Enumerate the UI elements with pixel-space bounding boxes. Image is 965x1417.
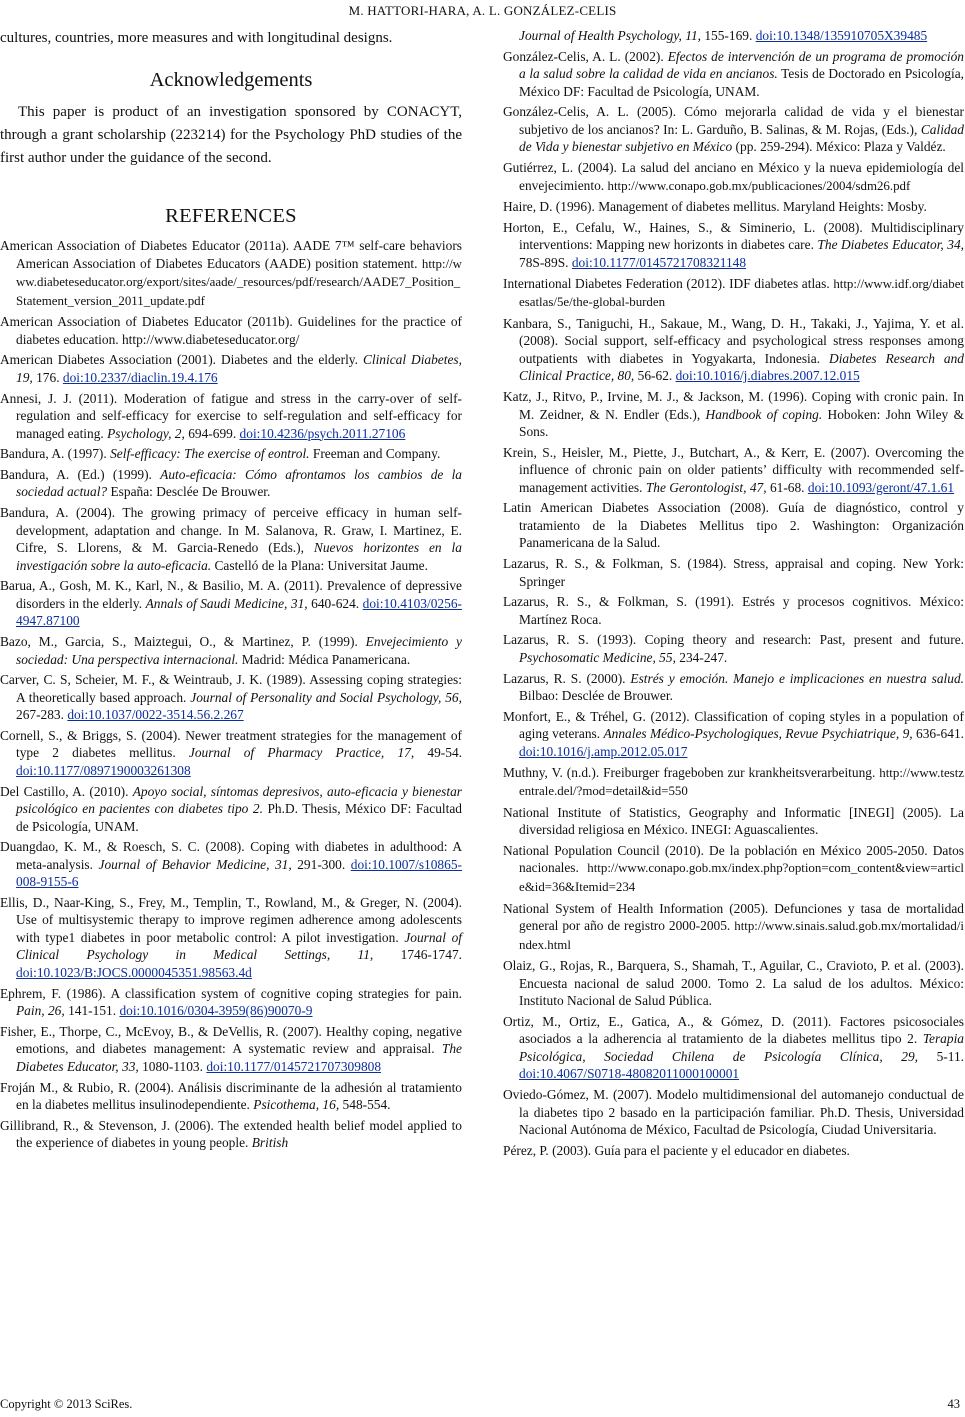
reference-text: Del Castillo, A. (2010). — [0, 783, 129, 799]
reference-entry — [0, 577, 462, 630]
reference-entry — [0, 1117, 462, 1152]
reference-text: Pérez, P. (2003). Guía para el paciente y el educador en diabetes. — [503, 1142, 850, 1158]
reference-entry — [503, 593, 964, 628]
references-list-right — [503, 27, 964, 1159]
reference-text: Monfort, E., & Tréhel, G. (2012). Classification of coping styles in a population of aging veterans. — [503, 708, 964, 742]
reference-source: Calidad de Vida y bienestar subjetivo en México — [519, 121, 964, 155]
reference-source: Envejecimiento y sociedad: Una perspectiva internacional. — [16, 634, 462, 667]
left-column — [0, 27, 462, 1155]
reference-entry — [503, 198, 964, 216]
reference-url[interactable]: http://www.testzentrale.del/?mod=detail&id=550 — [519, 765, 964, 798]
doi-link[interactable]: doi:10.1023/B:JOCS.0000045351.98563.4d — [16, 964, 252, 980]
reference-entry — [503, 804, 964, 839]
reference-details: (pp. 259-294). México: Plaza y Valdéz. — [735, 139, 946, 155]
reference-entry — [503, 842, 964, 897]
reference-source: Psychology, 2, — [107, 425, 185, 441]
reference-source: Terapia Psicológica, Sociedad Chilena de Psicología Clínica, 29, — [519, 1031, 964, 1064]
reference-details: Ph.D. Thesis, México DF: Facultad de Psicología, UNAM. — [16, 801, 462, 834]
reference-text: González-Celis, A. L. (2005). Cómo mejorarla calidad de vida y el bienestar subjetivo de los ancianos? In: L. Garduño, B. Salinas, & M. Rojas, (Eds.), — [503, 104, 964, 137]
reference-text: National Institute of Statistics, Geography and Informatic [INEGI] (2005). La diversidad religiosa en México. INEGI: Aguascalientes. — [503, 804, 964, 838]
reference-text: Gillibrand, R., & Stevenson, J. (2006). The extended health belief model applied to the experience of diabetes in young people. — [0, 1117, 462, 1151]
reference-url[interactable]: http://www.idf.org/diabetesatlas/5e/the-global-burden — [519, 276, 964, 310]
reference-entry — [503, 159, 964, 195]
reference-url[interactable]: http://www.conapo.gob.mx/index.php?option=com_content&view=article&id=36&Itemid=234 — [519, 861, 964, 894]
reference-entry — [503, 957, 964, 1010]
reference-details: 141-151. — [68, 1003, 117, 1019]
doi-link[interactable]: doi:10.1016/j.diabres.2007.12.015 — [675, 368, 860, 384]
reference-details: Madrid: Médica Panamericana. — [241, 651, 411, 667]
reference-source: Self-efficacy: The exercise of eontrol. — [110, 446, 310, 462]
intro-paragraph: cultures, countries, more measures and with longitudinal designs. — [0, 30, 393, 46]
reference-entry — [503, 103, 964, 156]
doi-link[interactable]: doi:10.4236/psych.2011.27106 — [239, 425, 406, 441]
reference-entry — [503, 1013, 964, 1083]
reference-text: Bandura, A. (1997). — [0, 446, 107, 462]
reference-entry — [0, 351, 462, 386]
reference-details: 636-641. — [916, 726, 964, 742]
reference-entry — [0, 985, 462, 1020]
reference-text: Katz, J., Ritvo, P., Irvine, M. J., & Jackson, M. (1996). Coping with cronic pain. In M. Zeidner, & N. Endler (Eds.), — [503, 389, 964, 422]
reference-text: Barua, A., Gosh, M. K., Karl, N., & Basilio, M. A. (2011). Prevalence of depressive disorders in the elderly. — [0, 578, 462, 611]
reference-entry — [0, 1079, 462, 1114]
reference-source: Annales Médico-Psychologiques, Revue Psychiatrique, 9, — [603, 726, 913, 742]
reference-entry — [503, 219, 964, 272]
reference-text: Lazarus, R. S. (2000). — [503, 670, 626, 686]
reference-url[interactable]: http://www.conapo.gob.mx/publicaciones/2004/sdm26.pdf — [607, 178, 911, 193]
reference-source: Pain, 26, — [16, 1003, 65, 1019]
reference-source: Psicothema, 16, — [253, 1097, 340, 1112]
references-list-left — [0, 237, 462, 1152]
reference-source: Nuevos horizontes en la investigación sobre la auto-eficacia. — [16, 540, 462, 573]
reference-entry — [0, 313, 462, 348]
reference-source: Estrés y emoción. Manejo e implicaciones en nuestra salud. — [630, 670, 964, 686]
references-heading: REFERENCES — [165, 205, 297, 227]
reference-text: Froján M., & Rubio, R. (2004). Análisis discriminante de la adhesión al tratamiento en la diabetes mellitus insulinodependiente. — [0, 1079, 462, 1112]
reference-text: Krein, S., Heisler, M., Piette, J., Butchart, A., & Kerr, E. (2007). Overcoming the influence of chronic pain on older patients’ difficulty with recommended self-management activities. — [503, 444, 964, 495]
reference-source: The Diabetes Educator, 33, — [16, 1041, 462, 1074]
reference-entry — [0, 838, 462, 891]
reference-entry — [503, 555, 964, 590]
reference-details: 640-624. — [311, 595, 360, 611]
reference-source: Journal of Personality and Social Psychology, 56, — [190, 689, 462, 705]
reference-text: Lazarus, R. S., & Folkman, S. (1991). Estrés y procesos cognitivos. México: Martínez Roca. — [503, 594, 964, 627]
reference-details: Castelló de la Plana: Universitat Jaume. — [214, 557, 428, 573]
reference-source: Annals of Saudi Medicine, 31, — [145, 595, 308, 611]
reference-text: Ephrem, F. (1986). A classification system of cognitive coping strategies for pain. — [0, 985, 462, 1001]
reference-source: The Gerontologist, 47, — [645, 479, 767, 495]
reference-source: British — [251, 1135, 289, 1151]
reference-text: Oviedo-Gómez, M. (2007). Modelo multidimensional del automanejo conductual de la diabetes tipo 2 basado en la participación familiar. Ph.D. Thesis, Universidad Nacional Autónoma de México, Facultad de Psicología, Ciudad Universitaria. — [503, 1087, 964, 1138]
reference-text: Annesi, J. J. (2011). Moderation of fatigue and stress in the carry-over of self-regulation and self-efficacy for exercise to self-regulation and self-efficacy for managed eating. — [0, 390, 462, 441]
reference-details: 61-68. — [769, 479, 805, 495]
reference-text: National System of Health Information (2005). Defunciones y tasa de mortalidad general por año de registro 2000-2005. — [503, 900, 964, 934]
reference-text: Fisher, E., Thorpe, C., McEvoy, B., & DeVellis, R. (2007). Healthy coping, negative emotions, and diabetes management: A systematic review and appraisal. — [0, 1023, 462, 1057]
reference-text: American Association of Diabetes Educator (2011a). AADE 7™ self-care behaviors American Association of Diabetes Educators (AADE) position statement. — [0, 238, 462, 271]
reference-details: 56-62. — [637, 368, 673, 384]
reference-entry — [0, 783, 462, 836]
reference-entry — [0, 671, 462, 724]
reference-entry — [0, 466, 462, 501]
reference-url[interactable]: http://www.sinais.salud.gob.mx/mortalidad/index.html — [519, 919, 964, 952]
reference-entry — [503, 1142, 964, 1160]
reference-entry — [503, 275, 964, 312]
reference-entry — [503, 708, 964, 761]
reference-details: 176. — [36, 369, 60, 385]
reference-text: International Diabetes Federation (2012). IDF diabetes atlas. — [503, 275, 830, 291]
reference-source: Journal of Pharmacy Practice, 17, — [188, 745, 415, 761]
reference-details: 694-699. — [188, 425, 237, 441]
reference-source: Apoyo social, síntomas depresivos, auto-eficacia y bienestar psicológico en pacientes con diabetes tipo 2. — [16, 783, 462, 817]
reference-text: Kanbara, S., Taniguchi, H., Sakaue, M., Wang, D. H., Takaki, J., Yajima, Y. et al. (2008). Social support, self-efficacy and psychological stress responses among outpatients with diabetes in Yogyakarta, Indonesia. — [503, 315, 964, 366]
reference-text: American Diabetes Association (2001). Diabetes and the elderly. — [0, 352, 358, 368]
reference-details: 548-554. — [342, 1097, 391, 1112]
reference-text: National Population Council (2010). De la población en México 2005-2050. Datos nacionales. — [503, 842, 964, 876]
acknowledgements-text: This paper is product of an investigation sponsored by CONACYT, through a grant scholarship (223214) for the Psychology PhD studies of the first author under the guidance of the second. — [0, 104, 462, 166]
reference-text: Lazarus, R. S., & Folkman, S. (1984). Stress, appraisal and coping. New York: Springer — [503, 556, 964, 589]
reference-entry — [503, 1086, 964, 1139]
reference-text: Bazo, M., Garcia, S., Maiztegui, O., & Martinez, P. (1999). — [0, 634, 358, 649]
reference-source: Handbook of coping. — [705, 406, 823, 422]
reference-text: Muthny, V. (n.d.). Freiburger frageboben zur krankheitsverarbeitung. — [503, 764, 876, 780]
reference-source: The Diabetes Educator, 34, — [817, 237, 964, 253]
reference-source: Auto-eficacia: Cómo afrontamos los cambios de la sociedad actual? — [16, 466, 462, 500]
reference-details: España: Desclée De Brouwer. — [110, 484, 271, 500]
page-number: 43 — [947, 1397, 960, 1411]
reference-text: American Association of Diabetes Educator (2011b). Guidelines for the practice of diabetes education. http://www.diabeteseducator.org/ — [0, 314, 462, 347]
reference-source: Clinical Diabetes, 19, — [16, 352, 462, 385]
reference-entry — [503, 388, 964, 441]
right-column — [503, 27, 964, 1163]
doi-link[interactable]: doi:10.1016/0304-3959(86)90070-9 — [119, 1003, 313, 1019]
reference-entry — [0, 445, 462, 463]
reference-entry — [0, 390, 462, 443]
reference-details: Hoboken: John Wiley & Sons. — [519, 406, 964, 439]
reference-entry — [0, 727, 462, 780]
acknowledgements-heading: Acknowledgements — [149, 69, 313, 91]
doi-link[interactable]: doi:10.1177/0145721708321148 — [571, 254, 747, 270]
running-header: M. HATTORI-HARA, A. L. GONZÁLEZ-CELIS — [348, 3, 617, 18]
reference-text: Lazarus, R. S. (1993). Coping theory and research: Past, present and future. — [503, 632, 964, 648]
reference-source: Journal of Clinical Psychology in Medical Settings, 11, — [16, 929, 463, 963]
reference-source: Diabetes Research and Clinical Practice, 80, — [519, 350, 964, 384]
reference-entry — [503, 48, 964, 101]
doi-link[interactable]: doi:10.1016/j.amp.2012.05.017 — [519, 743, 688, 759]
reference-details: Tesis de Doctorado en Psicología, México DF: Facultad de Psicología, UNAM. — [519, 66, 964, 99]
doi-link[interactable]: doi:10.1348/135910705X39485 — [755, 28, 928, 43]
reference-text: González-Celis, A. L. (2002). — [503, 48, 664, 64]
reference-entry — [503, 499, 964, 552]
doi-link[interactable]: doi:10.4103/0256-4947.87100 — [16, 595, 462, 629]
reference-details: 1746-1747. — [400, 947, 462, 963]
reference-details: 5-11. — [936, 1048, 964, 1064]
reference-text: Olaiz, G., Rojas, R., Barquera, S., Shamah, T., Aguilar, C., Cravioto, P. et al. (2003). Encuesta nacional de salud 2000. Tomo 2. La salud de los adultos. México: Instituto Nacional de Salud Pública. — [503, 958, 964, 1009]
reference-entry — [503, 900, 964, 955]
reference-entry — [503, 670, 964, 705]
reference-details: 78S-89S. — [519, 254, 569, 270]
reference-details: 49-54. — [427, 745, 462, 761]
reference-entry — [0, 504, 462, 574]
reference-entry — [0, 237, 462, 310]
reference-source: Efectos de intervención de un programa de promoción a la salud sobre la calidad de vida en ancianos. — [519, 48, 964, 82]
reference-details: 1080-1103. — [142, 1058, 203, 1074]
reference-details: 155-169. — [704, 28, 753, 43]
doi-link[interactable]: doi:10.1037/0022-3514.56.2.267 — [67, 707, 244, 723]
reference-text: Ellis, D., Naar-King, S., Frey, M., Templin, T., Rowland, M., & Greger, N. (2004). Use of multisystemic therapy to improve regimen adherence among adolescents with type1 diabetes in poor metabolic control: A pilot investigation. — [0, 894, 462, 945]
doi-link[interactable]: doi:10.2337/diaclin.19.4.176 — [62, 369, 218, 385]
reference-details: 291-300. — [297, 856, 346, 872]
doi-link[interactable]: doi:10.4067/S0718-48082011000100001 — [519, 1066, 740, 1082]
reference-details: 267-283. — [16, 707, 64, 723]
reference-text: Duangdao, K. M., & Roesch, S. C. (2008). Coping with diabetes in adulthood: A meta-analysis. — [0, 839, 462, 872]
doi-link[interactable]: doi:10.1093/geront/47.1.61 — [807, 479, 955, 495]
reference-text: Carver, C. S, Scheier, M. F., & Weintraub, J. K. (1989). Assessing coping strategies: A theoretically based approach. — [0, 672, 462, 705]
reference-source: Psychosomatic Medicine, 55, — [519, 649, 676, 665]
reference-text: Horton, E., Cefalu, W., Haines, S., & Siminerio, L. (2008). Multidisciplinary interventions: Mapping new horizonts in diabetes care. — [503, 219, 964, 253]
reference-text: Cornell, S., & Briggs, S. (2004). Newer treatment strategies for the management of type 2 diabetes mellitus. — [0, 727, 462, 761]
reference-text: Bandura, A. (2004). The growing primacy of perceive efficacy in human self-development, adaptation and change. In M. Salanova, R. Graw, I. Martinez, E. Cifre, S. Llorens, & M. Garcia-Renedo (Eds.), — [0, 505, 462, 556]
reference-text: Latin American Diabetes Association (2008). Guía de diagnóstico, control y tratamiento de la Diabetes Mellitus tipo 2. Washington: Organización Panamericana de la Salud. — [503, 500, 964, 551]
reference-source: Journal of Behavior Medicine, 31, — [98, 856, 292, 872]
reference-text: Haire, D. (1996). Management of diabetes mellitus. Maryland Heights: Mosby. — [503, 199, 927, 215]
reference-text: Gutiérrez, L. (2004). La salud del anciano en México y la nueva epidemiología del envejecimiento. — [503, 160, 964, 193]
reference-details: 234-247. — [679, 649, 728, 665]
reference-entry — [0, 633, 462, 668]
reference-entry — [0, 894, 462, 982]
reference-entry — [503, 631, 964, 666]
reference-entry — [503, 315, 964, 385]
reference-source: Journal of Health Psychology, 11, — [519, 28, 701, 43]
reference-details: Bilbao: Desclée de Brouwer. — [519, 688, 673, 704]
reference-entry — [0, 1023, 462, 1076]
reference-entry — [503, 27, 964, 45]
reference-entry — [503, 444, 964, 497]
reference-text: Ortiz, M., Ortiz, E., Gatica, A., & Gómez, D. (2011). Factores psicosociales asociados a la adherencia al tratamiento de la diabetes mellitus tipo 2. — [503, 1013, 964, 1047]
copyright-notice: Copyright © 2013 SciRes. — [0, 1397, 133, 1411]
doi-link[interactable]: doi:10.1177/0897190003261308 — [16, 762, 191, 778]
reference-text: Bandura, A. (Ed.) (1999). — [0, 466, 152, 482]
reference-entry — [503, 764, 964, 801]
reference-details: Freeman and Company. — [312, 446, 441, 462]
reference-url[interactable]: http://www.diabeteseducator.org/export/sites/aade/_resources/pdf/research/AADE7_Position_Statement_version_2011_update.pdf — [16, 256, 462, 308]
doi-link[interactable]: doi:10.1007/s10865-008-9155-6 — [16, 856, 462, 890]
doi-link[interactable]: doi:10.1177/0145721707309808 — [206, 1058, 382, 1074]
